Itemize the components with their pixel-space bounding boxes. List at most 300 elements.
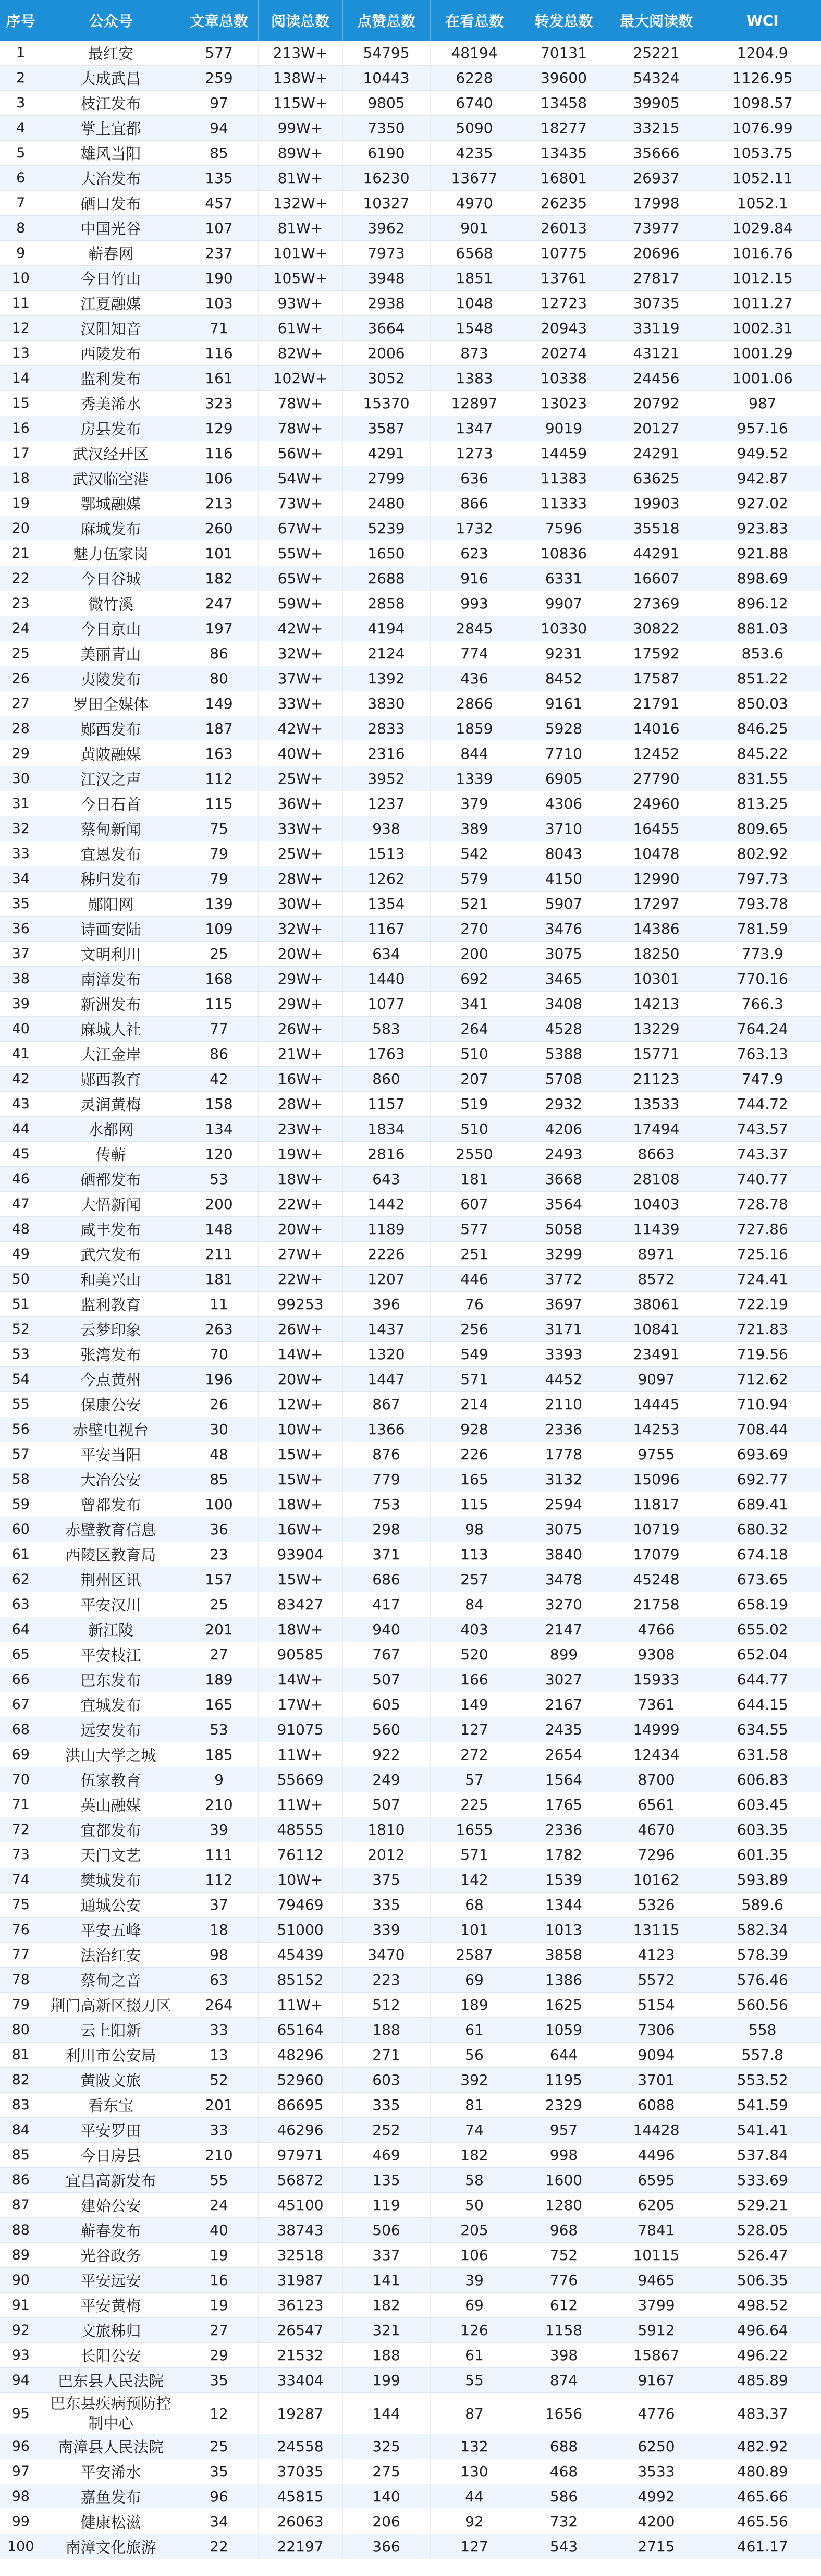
cell-index: 76 xyxy=(0,1918,42,1943)
cell-wci: 797.73 xyxy=(704,866,821,892)
table-row xyxy=(0,992,821,1017)
cell-reads: 30W+ xyxy=(258,892,342,917)
cell-max-reads: 17297 xyxy=(609,892,704,917)
cell-likes: 366 xyxy=(342,2534,430,2559)
cell-max-reads: 7296 xyxy=(609,1842,704,1867)
cell-shares: 1344 xyxy=(519,1893,609,1918)
cell-max-reads: 3701 xyxy=(609,2068,704,2093)
cell-shares: 39600 xyxy=(519,66,609,91)
cell-account: 秀美浠水 xyxy=(42,391,180,416)
cell-max-reads: 14428 xyxy=(609,2118,704,2143)
cell-shares: 13435 xyxy=(519,141,609,166)
cell-shares: 968 xyxy=(519,2218,609,2243)
cell-account: 保康公安 xyxy=(42,1392,180,1417)
cell-watching: 61 xyxy=(430,2018,519,2043)
cell-reads: 78W+ xyxy=(258,391,342,416)
cell-watching: 256 xyxy=(430,1317,519,1342)
cell-max-reads: 6088 xyxy=(609,2093,704,2118)
cell-watching: 207 xyxy=(430,1067,519,1092)
cell-watching: 392 xyxy=(430,2068,519,2093)
cell-index: 90 xyxy=(0,2268,42,2293)
cell-max-reads: 9094 xyxy=(609,2043,704,2068)
cell-wci: 689.41 xyxy=(704,1492,821,1517)
table-row xyxy=(0,616,821,641)
cell-reads: 51000 xyxy=(258,1918,342,1943)
cell-shares: 2147 xyxy=(519,1617,609,1642)
cell-account: 今日房县 xyxy=(42,2143,180,2168)
cell-reads: 33W+ xyxy=(258,691,342,716)
cell-reads: 16W+ xyxy=(258,1067,342,1092)
cell-likes: 1207 xyxy=(342,1267,430,1292)
cell-watching: 520 xyxy=(430,1642,519,1667)
cell-watching: 844 xyxy=(430,741,519,766)
cell-shares: 1539 xyxy=(519,1867,609,1893)
cell-wci: 846.25 xyxy=(704,716,821,741)
cell-max-reads: 8971 xyxy=(609,1242,704,1267)
cell-index: 73 xyxy=(0,1842,42,1867)
table-row xyxy=(0,1817,821,1842)
cell-watching: 4970 xyxy=(430,191,519,216)
cell-wci: 603.45 xyxy=(704,1792,821,1817)
cell-watching: 1851 xyxy=(430,266,519,291)
cell-reads: 73W+ xyxy=(258,491,342,516)
cell-account: 荆州区讯 xyxy=(42,1567,180,1592)
cell-shares: 1013 xyxy=(519,1918,609,1943)
cell-index: 36 xyxy=(0,917,42,942)
table-row xyxy=(0,1017,821,1042)
cell-wci: 557.8 xyxy=(704,2043,821,2068)
cell-account: 今日竹山 xyxy=(42,266,180,291)
cell-index: 32 xyxy=(0,816,42,841)
cell-account: 大成武昌 xyxy=(42,66,180,91)
cell-account: 平安黄梅 xyxy=(42,2293,180,2318)
cell-reads: 25W+ xyxy=(258,841,342,866)
cell-index: 56 xyxy=(0,1417,42,1442)
cell-shares: 3478 xyxy=(519,1567,609,1592)
cell-reads: 18W+ xyxy=(258,1167,342,1192)
cell-watching: 579 xyxy=(430,866,519,892)
cell-max-reads: 21758 xyxy=(609,1592,704,1617)
cell-watching: 341 xyxy=(430,992,519,1017)
cell-wci: 483.37 xyxy=(704,2393,821,2434)
cell-wci: 1126.95 xyxy=(704,66,821,91)
cell-articles: 106 xyxy=(180,466,258,491)
cell-likes: 1513 xyxy=(342,841,430,866)
cell-wci: 1052.1 xyxy=(704,191,821,216)
cell-shares: 1625 xyxy=(519,1993,609,2018)
cell-likes: 2688 xyxy=(342,566,430,591)
cell-shares: 2435 xyxy=(519,1717,609,1742)
header-max-reads: 最大阅读数 xyxy=(609,0,704,41)
cell-max-reads: 18250 xyxy=(609,942,704,967)
cell-index: 28 xyxy=(0,716,42,741)
cell-likes: 1320 xyxy=(342,1342,430,1367)
cell-wci: 528.05 xyxy=(704,2218,821,2243)
cell-index: 97 xyxy=(0,2459,42,2484)
cell-reads: 20W+ xyxy=(258,1367,342,1392)
cell-index: 23 xyxy=(0,591,42,616)
cell-account: 监利教育 xyxy=(42,1292,180,1317)
cell-articles: 52 xyxy=(180,2068,258,2093)
cell-index: 66 xyxy=(0,1667,42,1692)
cell-watching: 182 xyxy=(430,2143,519,2168)
cell-articles: 185 xyxy=(180,1742,258,1767)
cell-max-reads: 38061 xyxy=(609,1292,704,1317)
cell-wci: 644.77 xyxy=(704,1667,821,1692)
cell-likes: 335 xyxy=(342,1893,430,1918)
cell-account: 南漳文化旅游 xyxy=(42,2534,180,2559)
cell-reads: 29W+ xyxy=(258,992,342,1017)
cell-max-reads: 9755 xyxy=(609,1442,704,1467)
cell-wci: 553.52 xyxy=(704,2068,821,2093)
cell-articles: 111 xyxy=(180,1842,258,1867)
cell-reads: 115W+ xyxy=(258,91,342,116)
cell-account: 平安汉川 xyxy=(42,1592,180,1617)
cell-articles: 165 xyxy=(180,1692,258,1717)
cell-articles: 115 xyxy=(180,791,258,816)
cell-articles: 79 xyxy=(180,866,258,892)
cell-wci: 482.92 xyxy=(704,2434,821,2459)
cell-max-reads: 39905 xyxy=(609,91,704,116)
cell-articles: 35 xyxy=(180,2459,258,2484)
cell-account: 宜恩发布 xyxy=(42,841,180,866)
cell-likes: 583 xyxy=(342,1017,430,1042)
cell-shares: 26235 xyxy=(519,191,609,216)
cell-account: 蔡甸新闻 xyxy=(42,816,180,841)
table-row xyxy=(0,1742,821,1767)
cell-watching: 873 xyxy=(430,341,519,366)
cell-shares: 1778 xyxy=(519,1442,609,1467)
cell-watching: 636 xyxy=(430,466,519,491)
cell-index: 29 xyxy=(0,741,42,766)
header-shares: 转发总数 xyxy=(519,0,609,41)
cell-watching: 166 xyxy=(430,1667,519,1692)
cell-reads: 56872 xyxy=(258,2168,342,2193)
cell-index: 16 xyxy=(0,416,42,441)
cell-reads: 37035 xyxy=(258,2459,342,2484)
cell-max-reads: 33119 xyxy=(609,316,704,341)
cell-shares: 4306 xyxy=(519,791,609,816)
cell-likes: 275 xyxy=(342,2459,430,2484)
cell-articles: 27 xyxy=(180,2318,258,2343)
cell-max-reads: 7841 xyxy=(609,2218,704,2243)
cell-max-reads: 45248 xyxy=(609,1567,704,1592)
table-row xyxy=(0,2343,821,2368)
cell-watching: 607 xyxy=(430,1192,519,1217)
cell-articles: 9 xyxy=(180,1767,258,1792)
cell-wci: 881.03 xyxy=(704,616,821,641)
cell-max-reads: 5912 xyxy=(609,2318,704,2343)
table-row xyxy=(0,91,821,116)
cell-watching: 106 xyxy=(430,2243,519,2268)
table-row xyxy=(0,1167,821,1192)
cell-wci: 526.47 xyxy=(704,2243,821,2268)
cell-index: 92 xyxy=(0,2318,42,2343)
cell-max-reads: 10403 xyxy=(609,1192,704,1217)
cell-account: 秭归发布 xyxy=(42,866,180,892)
cell-shares: 1656 xyxy=(519,2393,609,2434)
table-row xyxy=(0,2018,821,2043)
cell-likes: 1440 xyxy=(342,967,430,992)
table-row xyxy=(0,1117,821,1142)
cell-max-reads: 17494 xyxy=(609,1117,704,1142)
cell-shares: 752 xyxy=(519,2243,609,2268)
cell-articles: 94 xyxy=(180,116,258,141)
cell-index: 71 xyxy=(0,1792,42,1817)
cell-shares: 1782 xyxy=(519,1842,609,1867)
cell-account: 宜城发布 xyxy=(42,1692,180,1717)
cell-wci: 921.88 xyxy=(704,541,821,566)
cell-account: 赤壁电视台 xyxy=(42,1417,180,1442)
cell-max-reads: 28108 xyxy=(609,1167,704,1192)
cell-index: 83 xyxy=(0,2093,42,2118)
table-row xyxy=(0,591,821,616)
cell-index: 26 xyxy=(0,666,42,691)
cell-account: 宜昌高新发布 xyxy=(42,2168,180,2193)
cell-likes: 5239 xyxy=(342,516,430,541)
cell-wci: 601.35 xyxy=(704,1842,821,1867)
cell-likes: 2316 xyxy=(342,741,430,766)
table-row xyxy=(0,266,821,291)
table-row xyxy=(0,1792,821,1817)
cell-index: 27 xyxy=(0,691,42,716)
cell-watching: 98 xyxy=(430,1517,519,1542)
cell-account: 巴东县人民法院 xyxy=(42,2368,180,2393)
cell-articles: 101 xyxy=(180,541,258,566)
cell-shares: 612 xyxy=(519,2293,609,2318)
table-row xyxy=(0,1592,821,1617)
cell-shares: 1195 xyxy=(519,2068,609,2093)
cell-likes: 4194 xyxy=(342,616,430,641)
cell-wci: 655.02 xyxy=(704,1617,821,1642)
cell-reads: 81W+ xyxy=(258,216,342,241)
cell-articles: 77 xyxy=(180,1017,258,1042)
cell-reads: 36W+ xyxy=(258,791,342,816)
cell-likes: 4291 xyxy=(342,441,430,466)
cell-wci: 541.59 xyxy=(704,2093,821,2118)
cell-account: 新洲发布 xyxy=(42,992,180,1017)
cell-reads: 76112 xyxy=(258,1842,342,1867)
cell-articles: 96 xyxy=(180,2484,258,2509)
cell-watching: 44 xyxy=(430,2484,519,2509)
cell-account: 监利发布 xyxy=(42,366,180,391)
cell-shares: 644 xyxy=(519,2043,609,2068)
cell-index: 80 xyxy=(0,2018,42,2043)
cell-likes: 9805 xyxy=(342,91,430,116)
cell-articles: 237 xyxy=(180,241,258,266)
cell-reads: 11W+ xyxy=(258,1792,342,1817)
cell-account: 大冶公安 xyxy=(42,1467,180,1492)
cell-likes: 1157 xyxy=(342,1092,430,1117)
cell-likes: 1650 xyxy=(342,541,430,566)
cell-account: 健康松滋 xyxy=(42,2509,180,2534)
cell-wci: 763.13 xyxy=(704,1042,821,1067)
cell-wci: 743.37 xyxy=(704,1142,821,1167)
cell-articles: 71 xyxy=(180,316,258,341)
cell-wci: 593.89 xyxy=(704,1867,821,1893)
cell-watching: 58 xyxy=(430,2168,519,2193)
cell-watching: 127 xyxy=(430,2534,519,2559)
cell-reads: 42W+ xyxy=(258,716,342,741)
cell-reads: 91075 xyxy=(258,1717,342,1742)
cell-articles: 189 xyxy=(180,1667,258,1692)
cell-index: 85 xyxy=(0,2143,42,2168)
cell-articles: 247 xyxy=(180,591,258,616)
cell-account: 大江金岸 xyxy=(42,1042,180,1067)
cell-likes: 1447 xyxy=(342,1367,430,1392)
cell-wci: 770.16 xyxy=(704,967,821,992)
cell-shares: 13458 xyxy=(519,91,609,116)
cell-articles: 39 xyxy=(180,1817,258,1842)
cell-watching: 379 xyxy=(430,791,519,816)
table-row xyxy=(0,1142,821,1167)
cell-watching: 113 xyxy=(430,1542,519,1567)
cell-index: 52 xyxy=(0,1317,42,1342)
table-row xyxy=(0,1417,821,1442)
table-row xyxy=(0,2509,821,2534)
cell-index: 88 xyxy=(0,2218,42,2243)
cell-shares: 3840 xyxy=(519,1542,609,1567)
cell-likes: 271 xyxy=(342,2043,430,2068)
table-row xyxy=(0,2118,821,2143)
table-row xyxy=(0,892,821,917)
cell-shares: 3132 xyxy=(519,1467,609,1492)
cell-account: 硒口发布 xyxy=(42,191,180,216)
cell-index: 86 xyxy=(0,2168,42,2193)
cell-reads: 85152 xyxy=(258,1968,342,1993)
cell-shares: 9019 xyxy=(519,416,609,441)
cell-wci: 582.34 xyxy=(704,1918,821,1943)
cell-account: 远安发布 xyxy=(42,1717,180,1742)
cell-watching: 92 xyxy=(430,2509,519,2534)
cell-account: 荆门高新区掇刀区 xyxy=(42,1993,180,2018)
cell-reads: 24558 xyxy=(258,2434,342,2459)
cell-shares: 3858 xyxy=(519,1943,609,1968)
cell-account: 黄陂文旅 xyxy=(42,2068,180,2093)
cell-index: 79 xyxy=(0,1993,42,2018)
cell-likes: 2124 xyxy=(342,641,430,666)
cell-index: 31 xyxy=(0,791,42,816)
cell-shares: 2493 xyxy=(519,1142,609,1167)
cell-watching: 181 xyxy=(430,1167,519,1192)
cell-wci: 845.22 xyxy=(704,741,821,766)
table-row xyxy=(0,2434,821,2459)
cell-index: 8 xyxy=(0,216,42,241)
cell-wci: 802.92 xyxy=(704,841,821,866)
cell-shares: 18277 xyxy=(519,116,609,141)
cell-likes: 1810 xyxy=(342,1817,430,1842)
cell-reads: 54W+ xyxy=(258,466,342,491)
cell-wci: 465.56 xyxy=(704,2509,821,2534)
cell-account: 新江陵 xyxy=(42,1617,180,1642)
table-row xyxy=(0,2168,821,2193)
cell-max-reads: 27369 xyxy=(609,591,704,616)
cell-watching: 226 xyxy=(430,1442,519,1467)
cell-wci: 644.15 xyxy=(704,1692,821,1717)
cell-wci: 674.18 xyxy=(704,1542,821,1567)
cell-shares: 10330 xyxy=(519,616,609,641)
cell-wci: 589.6 xyxy=(704,1893,821,1918)
cell-reads: 11W+ xyxy=(258,1742,342,1767)
cell-likes: 3587 xyxy=(342,416,430,441)
table-row xyxy=(0,1642,821,1667)
cell-account: 蕲春发布 xyxy=(42,2218,180,2243)
cell-wci: 1001.06 xyxy=(704,366,821,391)
cell-likes: 1262 xyxy=(342,866,430,892)
cell-likes: 339 xyxy=(342,1918,430,1943)
cell-watching: 50 xyxy=(430,2193,519,2218)
cell-articles: 163 xyxy=(180,741,258,766)
cell-wci: 740.77 xyxy=(704,1167,821,1192)
cell-shares: 2336 xyxy=(519,1817,609,1842)
table-row xyxy=(0,766,821,791)
cell-shares: 6905 xyxy=(519,766,609,791)
cell-reads: 21532 xyxy=(258,2343,342,2368)
cell-reads: 40W+ xyxy=(258,741,342,766)
cell-articles: 103 xyxy=(180,291,258,316)
cell-index: 33 xyxy=(0,841,42,866)
cell-articles: 30 xyxy=(180,1417,258,1442)
cell-reads: 26W+ xyxy=(258,1317,342,1342)
cell-articles: 182 xyxy=(180,566,258,591)
cell-likes: 2226 xyxy=(342,1242,430,1267)
table-row xyxy=(0,491,821,516)
cell-account: 今日石首 xyxy=(42,791,180,816)
cell-wci: 725.16 xyxy=(704,1242,821,1267)
cell-likes: 1237 xyxy=(342,791,430,816)
cell-account: 平安枝江 xyxy=(42,1642,180,1667)
cell-watching: 142 xyxy=(430,1867,519,1893)
cell-shares: 398 xyxy=(519,2343,609,2368)
cell-max-reads: 9167 xyxy=(609,2368,704,2393)
cell-likes: 3948 xyxy=(342,266,430,291)
cell-max-reads: 54324 xyxy=(609,66,704,91)
header-articles: 文章总数 xyxy=(180,0,258,41)
cell-watching: 87 xyxy=(430,2393,519,2434)
cell-likes: 938 xyxy=(342,816,430,841)
cell-reads: 42W+ xyxy=(258,616,342,641)
cell-likes: 922 xyxy=(342,1742,430,1767)
cell-account: 武汉临空港 xyxy=(42,466,180,491)
cell-wci: 949.52 xyxy=(704,441,821,466)
cell-watching: 1383 xyxy=(430,366,519,391)
cell-account: 郧西教育 xyxy=(42,1067,180,1092)
cell-index: 40 xyxy=(0,1017,42,1042)
cell-articles: 196 xyxy=(180,1367,258,1392)
cell-shares: 688 xyxy=(519,2434,609,2459)
table-row xyxy=(0,967,821,992)
cell-articles: 36 xyxy=(180,1517,258,1542)
cell-max-reads: 7306 xyxy=(609,2018,704,2043)
cell-account: 云梦印象 xyxy=(42,1317,180,1342)
cell-max-reads: 8663 xyxy=(609,1142,704,1167)
header-account: 公众号 xyxy=(42,0,180,41)
cell-index: 51 xyxy=(0,1292,42,1317)
cell-account: 罗田全媒体 xyxy=(42,691,180,716)
cell-max-reads: 24291 xyxy=(609,441,704,466)
cell-account: 洪山大学之城 xyxy=(42,1742,180,1767)
cell-articles: 168 xyxy=(180,967,258,992)
cell-reads: 46296 xyxy=(258,2118,342,2143)
cell-watching: 257 xyxy=(430,1567,519,1592)
cell-account: 鄂城融媒 xyxy=(42,491,180,516)
cell-account: 伍家教育 xyxy=(42,1767,180,1792)
cell-max-reads: 11817 xyxy=(609,1492,704,1517)
cell-wci: 942.87 xyxy=(704,466,821,491)
cell-index: 49 xyxy=(0,1242,42,1267)
cell-shares: 1600 xyxy=(519,2168,609,2193)
cell-reads: 105W+ xyxy=(258,266,342,291)
